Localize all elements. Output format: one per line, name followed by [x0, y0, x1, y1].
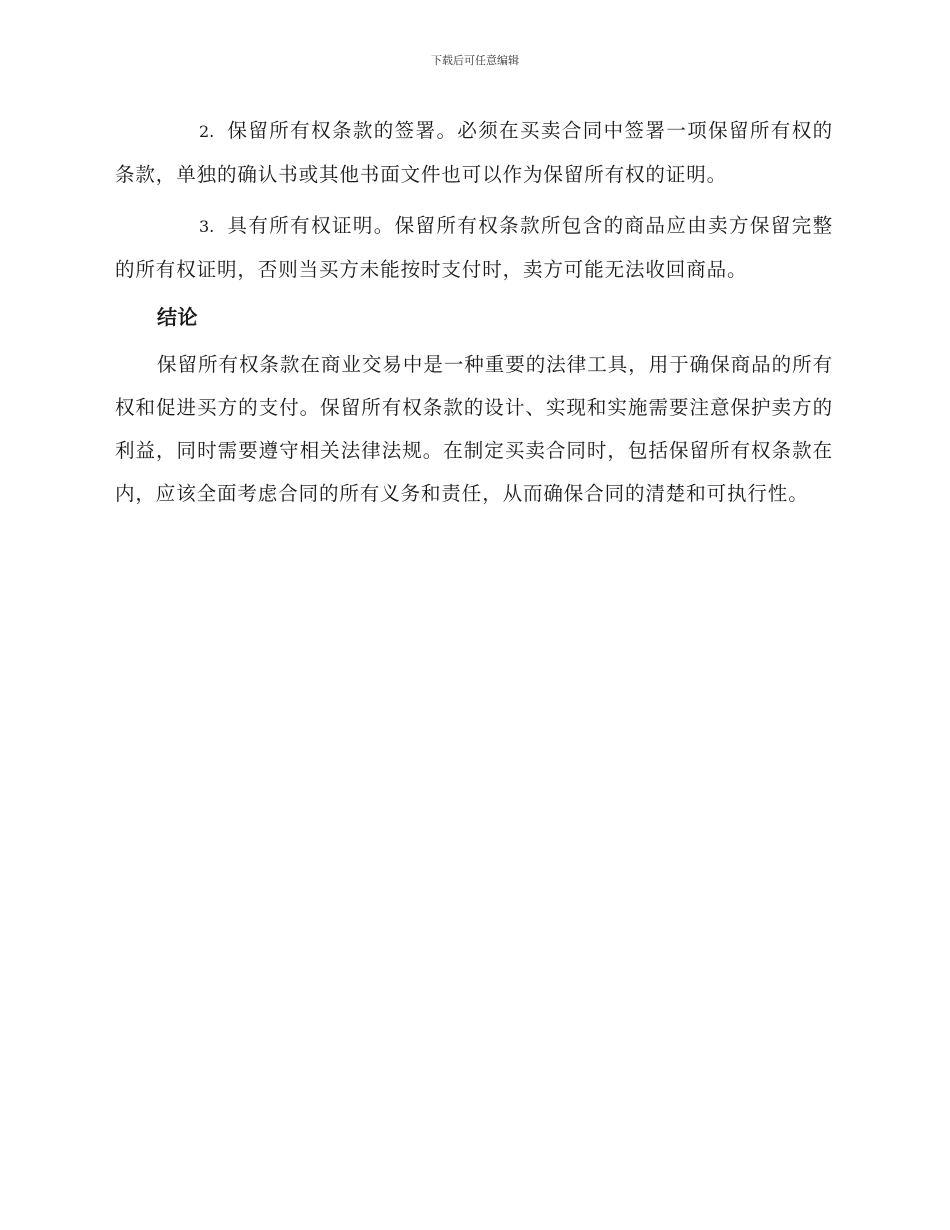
section-heading-conclusion: 结论	[157, 305, 198, 329]
list-item-text: 具有所有权证明。保留所有权条款所包含的商品应由卖方保留完整的所有权证明，否则当买方未能按时支付时，卖方可能无法收回商品。	[115, 214, 833, 281]
list-item-text: 保留所有权条款的签署。必须在买卖合同中签署一项保留所有权的条款，单独的确认书或其他书面文件也可以作为保留所有权的证明。	[115, 119, 833, 186]
document-body	[115, 109, 833, 523]
conclusion-paragraph: 保留所有权条款在商业交易中是一种重要的法律工具，用于确保商品的所有权和促进买方的支付。保留所有权条款的设计、实现和实施需要注意保护卖方的利益，同时需要遵守相关法律法规。在制定买卖合同时，包括保留所有权条款在内，应该全面考虑合同的所有义务和责任，从而确保合同的清楚和可执行性。	[115, 353, 833, 505]
list-item-2	[115, 109, 833, 196]
list-item-3	[115, 204, 833, 291]
list-item-number: 3.	[199, 217, 215, 236]
list-item-number: 2.	[199, 122, 215, 141]
page-header: 下载后可任意编辑	[431, 54, 519, 67]
